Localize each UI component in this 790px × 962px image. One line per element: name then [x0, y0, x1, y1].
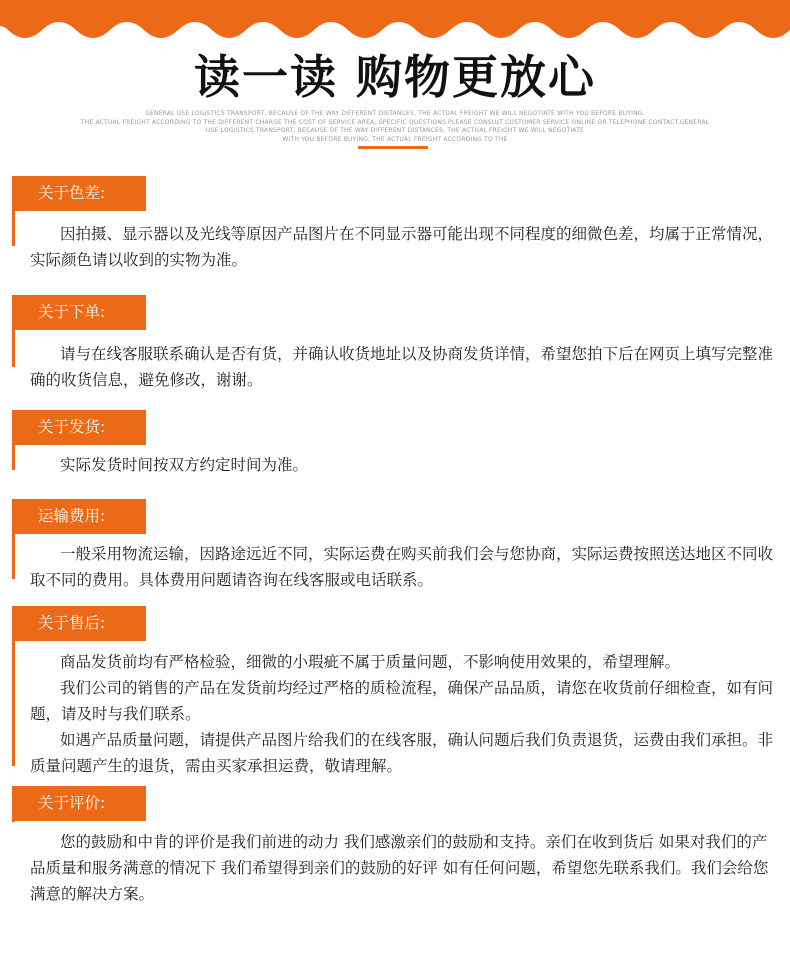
- paragraph: 我们公司的销售的产品在发货前均经过严格的质检流程，确保产品品质，请您在收货前仔细检查，如有问题，请及时与我们联系。: [30, 679, 774, 723]
- paragraph: 如遇产品质量问题，请提供产品图片给我们的在线客服，确认问题后我们负责退货，运费由我们承担。非质量问题产生的退货，需由买家承担运费，敬请理解。: [30, 731, 774, 775]
- section-label-ordering: 关于下单:: [12, 295, 146, 330]
- paragraph: 实际发货时间按双方约定时间为准。: [60, 456, 309, 474]
- subtitle-line: GENERAL USE LOGISTICS TRANSPORT, BECAUSE OF THE WAY DIFFERENT DISTANCES, THE ACTUAL FREIGHT WE WILL NEGOTIATE WITH YOU BEFORE BUYING.: [145, 110, 645, 117]
- section-label-freight: 运输费用:: [12, 499, 146, 534]
- paragraph: 商品发货前均有严格检验，细微的小瑕疵不属于质量问题，不影响使用效果的，希望理解。: [60, 653, 681, 671]
- paragraph: 您的鼓励和中肯的评价是我们前进的动力 我们感激亲们的鼓励和支持。亲们在收到货后 如果对我们的产品质量和服务满意的情况下 我们希望得到亲们的鼓励的好评 如有任何问题，希望您先联系我们。我们会给您满意的解决方案。: [30, 833, 769, 903]
- english-subtitle: [70, 110, 720, 144]
- section-body-ordering: [30, 341, 782, 393]
- subtitle-line: THE ACTUAL FREIGHT ACCORDING TO THE DIFFERENT CHARGE THE COST OF SERVICE AREA, SPECIFIC QUESTIONS PLEASE CONSULT CUSTOMER SERVICE ONLINE OR TELEPHONE CONTACT.GENERAL: [80, 118, 710, 126]
- section-body-shipping: [30, 452, 782, 478]
- section-label-after-sales: 关于售后:: [12, 606, 146, 641]
- subtitle-line: WITH YOU BEFORE BUYING, THE ACTUAL FREIGHT ACCORDING TO THE: [282, 135, 508, 143]
- paragraph: 请与在线客服联系确认是否有货，并确认收货地址以及协商发货详情，希望您拍下后在网页上填写完整准确的收货信息，避免修改，谢谢。: [30, 345, 774, 389]
- subtitle-line: USE LOGISTICS TRANSPORT, BECAUSE OF THE WAY DIFFERENT DISTANCES, THE ACTUAL FREIGHT WE WILL NEGOTIATE: [205, 127, 585, 134]
- section-label-color-difference: 关于色差:: [12, 176, 146, 211]
- section-label-reviews: 关于评价:: [12, 786, 146, 821]
- section-body-freight: [30, 541, 782, 593]
- title-underline: [358, 146, 428, 149]
- paragraph: 一般采用物流运输，因路途远近不同，实际运费在购买前我们会与您协商，实际运费按照送达地区不同收取不同的费用。具体费用问题请咨询在线客服或电话联系。: [30, 545, 774, 589]
- wavy-banner: [0, 0, 790, 46]
- section-body-after-sales: [30, 649, 782, 779]
- paragraph: 因拍摄、显示器以及光线等原因产品图片在不同显示器可能出现不同程度的细微色差，均属于正常情况，实际颜色请以收到的实物为准。: [30, 225, 774, 269]
- section-body-color-difference: [30, 221, 782, 273]
- section-body-reviews: [30, 829, 782, 907]
- page-title: 读一读 购物更放心: [193, 50, 596, 104]
- section-label-shipping: 关于发货:: [12, 410, 146, 445]
